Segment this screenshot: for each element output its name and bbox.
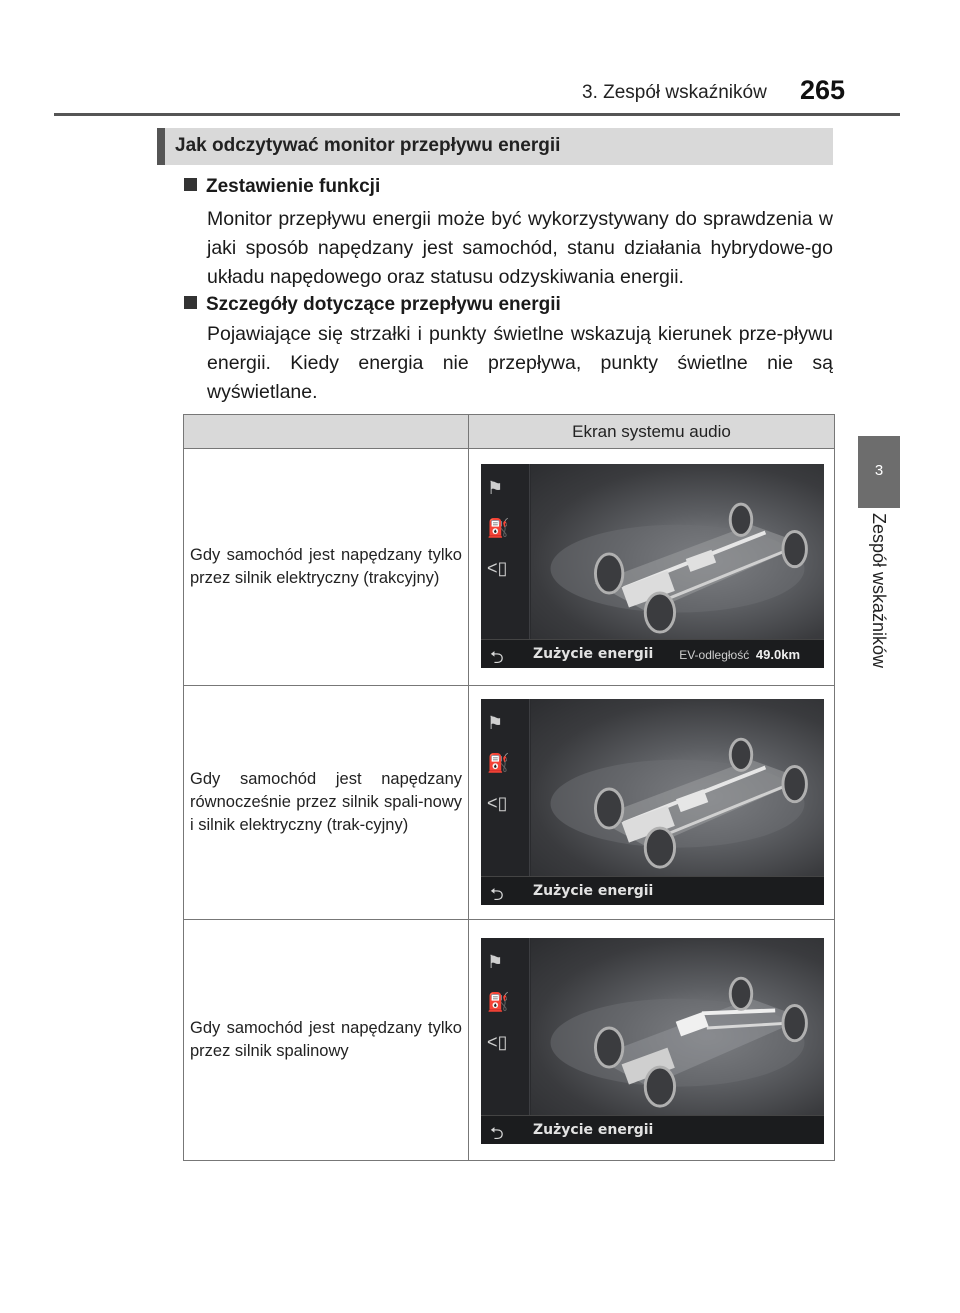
back-arrow-icon[interactable]: ⮌ bbox=[490, 885, 504, 904]
fuel-pump-icon[interactable]: ⛽ bbox=[487, 753, 510, 773]
row-description: Gdy samochód jest napędzany tylko przez silnik spalinowy bbox=[184, 920, 469, 1161]
screen-cell bbox=[469, 686, 835, 920]
screen-cell bbox=[469, 449, 835, 686]
table-row bbox=[184, 920, 835, 1161]
back-arrow-icon[interactable]: ⮌ bbox=[490, 1124, 504, 1143]
energy-monitor-table bbox=[183, 414, 835, 1161]
screen-bottom-bar bbox=[481, 1115, 824, 1144]
back-arrow-icon[interactable]: ⮌ bbox=[490, 648, 504, 667]
row-description: Gdy samochód jest napędzany równocześnie przez silnik spali-nowy i silnik elektryczny (trak-cyjny) bbox=[184, 686, 469, 920]
screen-sidebar bbox=[481, 699, 530, 905]
car-chassis-illustration bbox=[531, 464, 824, 640]
car-energy-flow-view bbox=[531, 464, 824, 640]
battery-icon[interactable]: <▯ bbox=[487, 558, 508, 578]
screen-sidebar bbox=[481, 464, 530, 668]
table-row bbox=[184, 686, 835, 920]
table-row bbox=[184, 449, 835, 686]
screen-title: Zużycie energii bbox=[533, 883, 654, 899]
page-number: 265 bbox=[800, 75, 846, 105]
checkered-flag-icon[interactable]: ⚑ bbox=[487, 713, 504, 733]
header-divider bbox=[54, 113, 900, 116]
screen-cell bbox=[469, 920, 835, 1161]
row-description: Gdy samochód jest napędzany tylko przez silnik elektryczny (trakcyjny) bbox=[184, 449, 469, 686]
chapter-tab bbox=[858, 436, 900, 508]
energy-monitor-screen bbox=[481, 699, 824, 905]
section-title: Jak odczytywać monitor przepływu energii bbox=[175, 135, 561, 156]
table-header-empty bbox=[184, 415, 469, 449]
chapter-number: 3 bbox=[874, 462, 884, 479]
ev-range-label: EV-odległość bbox=[679, 648, 750, 662]
chapter-side-label bbox=[866, 513, 890, 693]
fuel-pump-icon[interactable]: ⛽ bbox=[487, 992, 510, 1012]
energy-monitor-screen bbox=[481, 464, 824, 668]
screen-bottom-bar bbox=[481, 639, 824, 668]
subheading-text: Zestawienie funkcji bbox=[206, 176, 381, 197]
paragraph-function-overview: Monitor przepływu energii może być wykorzystywany do sprawdzenia w jaki sposób napędzany jest samochód, stanu działania hybrydowe-go układu napędowego oraz statusu odzyskiwania energii. bbox=[207, 208, 833, 288]
ev-range-readout bbox=[679, 647, 800, 662]
section-heading-bar bbox=[157, 128, 833, 165]
screen-title: Zużycie energii bbox=[533, 646, 654, 662]
subheading-energy-flow-details bbox=[184, 294, 561, 316]
section-marker bbox=[157, 128, 165, 165]
subheading-text: Szczegóły dotyczące przepływu energii bbox=[206, 294, 561, 315]
battery-icon[interactable]: <▯ bbox=[487, 793, 508, 813]
ev-range-value: 49.0km bbox=[755, 647, 800, 662]
car-energy-flow-view bbox=[531, 699, 824, 877]
screen-sidebar bbox=[481, 938, 530, 1144]
header-section-title: 3. Zespół wskaźników bbox=[582, 82, 767, 103]
screen-bottom-bar bbox=[481, 876, 824, 905]
square-bullet-icon bbox=[184, 296, 197, 309]
checkered-flag-icon[interactable]: ⚑ bbox=[487, 478, 504, 498]
paragraph-energy-flow-details: Pojawiające się strzałki i punkty świetlne wskazują kierunek prze-pływu energii. Kiedy energia nie przepływa, punkty świetlne nie są wyświetlane. bbox=[207, 323, 833, 403]
car-chassis-illustration bbox=[531, 938, 824, 1116]
square-bullet-icon bbox=[184, 178, 197, 191]
chapter-title: Zespół wskaźników bbox=[869, 513, 889, 669]
screen-title: Zużycie energii bbox=[533, 1122, 654, 1138]
table-header-audio-screen: Ekran systemu audio bbox=[469, 415, 835, 449]
subheading-function-overview bbox=[184, 176, 380, 198]
energy-monitor-screen bbox=[481, 938, 824, 1144]
fuel-pump-icon[interactable]: ⛽ bbox=[487, 518, 510, 538]
checkered-flag-icon[interactable]: ⚑ bbox=[487, 952, 504, 972]
battery-icon[interactable]: <▯ bbox=[487, 1032, 508, 1052]
car-chassis-illustration bbox=[531, 699, 824, 877]
car-energy-flow-view bbox=[531, 938, 824, 1116]
